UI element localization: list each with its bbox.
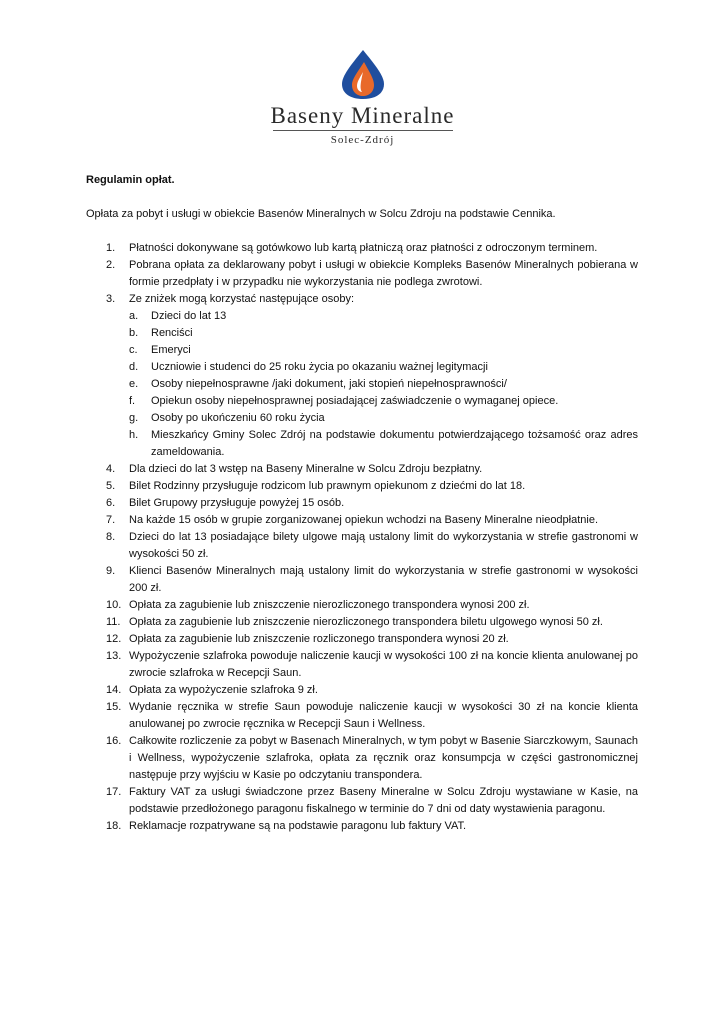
sub-item-text: Emeryci [151,344,191,356]
item-number: 7. [106,514,116,526]
list-item [86,240,638,257]
logo [0,48,725,147]
list-item [86,614,638,631]
list-item [86,597,638,614]
item-text: Płatności dokonywane są gotówkowo lub kartą płatniczą oraz płatności z odroczonym terminem. [129,242,598,254]
item-number: 5. [106,480,116,492]
sub-item-letter: h. [129,429,139,441]
sub-list-item [129,410,638,427]
item-text: Pobrana opłata za deklarowany pobyt i usługi w obiekcie Kompleks Basenów Mineralnych pobierana w formie przedpłaty i w przypadku nie wykorzystania nie podlega zwrotowi. [129,259,638,288]
brand-name: Baseny Mineralne [270,103,455,128]
item-text: Opłata za zagubienie lub zniszczenie nierozliczonego transpondera biletu ulgowego wynosi 50 zł. [129,616,603,628]
list-item [86,257,638,291]
sub-item-letter: c. [129,344,138,356]
water-drop-icon [338,48,388,100]
fee-rules-list [86,240,638,835]
item-number: 8. [106,531,116,543]
sub-item-text: Osoby po ukończeniu 60 roku życia [151,412,325,424]
list-item [86,699,638,733]
sub-item-letter: b. [129,327,139,339]
item-number: 2. [106,259,116,271]
list-item [86,682,638,699]
item-text: Opłata za zagubienie lub zniszczenie nierozliczonego transpondera wynosi 200 zł. [129,599,530,611]
item-number: 10. [106,599,122,611]
sub-list-item [129,427,638,461]
discount-groups-list [129,308,638,461]
item-number: 18. [106,820,122,832]
item-number: 9. [106,565,116,577]
item-number: 4. [106,463,116,475]
item-text: Opłata za zagubienie lub zniszczenie rozliczonego transpondera wynosi 20 zł. [129,633,509,645]
list-item [86,631,638,648]
sub-item-text: Uczniowie i studenci do 25 roku życia po okazaniu ważnej legitymacji [151,361,488,373]
sub-item-letter: g. [129,412,139,424]
sub-item-letter: a. [129,310,139,322]
list-item [86,495,638,512]
list-item [86,529,638,563]
sub-item-letter: d. [129,361,139,373]
item-text: Na każde 15 osób w grupie zorganizowanej opiekun wchodzi na Baseny Mineralne nieodpłatnie. [129,514,599,526]
document-body [86,172,638,835]
sub-item-letter: e. [129,378,139,390]
list-item [86,478,638,495]
sub-item-text: Osoby niepełnosprawne /jaki dokument, jaki stopień niepełnosprawności/ [151,378,507,390]
item-text: Dla dzieci do lat 3 wstęp na Baseny Mineralne w Solcu Zdroju bezpłatny. [129,463,483,475]
item-number: 13. [106,650,122,662]
sub-list-item [129,325,638,342]
sub-item-text: Opiekun osoby niepełnosprawnej posiadającej zaświadczenie o wymaganej opiece. [151,395,559,407]
sub-list-item [129,308,638,325]
intro-paragraph: Opłata za pobyt i usługi w obiekcie Basenów Mineralnych w Solcu Zdroju na podstawie Cennika. [86,208,556,220]
sub-item-letter: f. [129,395,136,407]
list-item [86,512,638,529]
list-item [86,461,638,478]
item-text: Opłata za wypożyczenie szlafroka 9 zł. [129,684,318,696]
sub-item-text: Renciści [151,327,193,339]
list-item [86,563,638,597]
item-number: 3. [106,293,116,305]
sub-item-text: Dzieci do lat 13 [151,310,227,322]
sub-list-item [129,376,638,393]
item-text: Wypożyczenie szlafroka powoduje naliczenie kaucji w wysokości 100 zł na koncie klienta anulowanej po zwrocie szlafroka w Recepcji Saun. [129,650,638,679]
page-title: Regulamin opłat. [86,174,175,186]
item-number: 14. [106,684,122,696]
item-text: Dzieci do lat 13 posiadające bilety ulgowe mają ustalony limit do wykorzystania w strefie gastronomi w wysokości 50 zł. [129,531,638,560]
item-number: 17. [106,786,122,798]
item-text: Ze zniżek mogą korzystać następujące osoby: [129,293,355,305]
item-number: 1. [106,242,116,254]
brand-divider [273,130,453,131]
brand-subtitle: Solec-Zdrój [330,134,395,146]
list-item [86,784,638,818]
item-text: Faktury VAT za usługi świadczone przez Baseny Mineralne w Solcu Zdroju wystawiane w Kasie, na podstawie przedłożonego paragonu fiskalnego w terminie do 7 dni od daty wystawienia paragonu. [129,786,638,815]
item-text: Reklamacje rozpatrywane są na podstawie paragonu lub faktury VAT. [129,820,467,832]
sub-list-item [129,359,638,376]
item-text: Całkowite rozliczenie za pobyt w Basenach Mineralnych, w tym pobyt w Basenie Siarczkowym, Saunach i Wellness, wypożyczenie szlafroka, opłata za ręcznik oraz konsumpcja w części gastronomicznej następuje przy wyjściu w Kasie po odczytaniu transpondera. [129,735,638,781]
item-number: 12. [106,633,122,645]
list-item [86,648,638,682]
sub-item-text: Mieszkańcy Gminy Solec Zdrój na podstawie dokumentu potwierdzającego tożsamość oraz adres zameldowania. [151,429,638,458]
sub-list-item [129,342,638,359]
item-number: 15. [106,701,122,713]
item-text: Bilet Rodzinny przysługuje rodzicom lub prawnym opiekunom z dziećmi do lat 18. [129,480,526,492]
item-number: 6. [106,497,116,509]
item-number: 11. [106,616,121,628]
item-text: Klienci Basenów Mineralnych mają ustalony limit do wykorzystania w strefie gastronomi w wysokości 200 zł. [129,565,638,594]
item-number: 16. [106,735,122,747]
item-text: Wydanie ręcznika w strefie Saun powoduje naliczenie kaucji w wysokości 30 zł na koncie klienta anulowanej po zwrocie ręcznika w Recepcji Saun i Wellness. [129,701,638,730]
list-item [86,733,638,784]
item-text: Bilet Grupowy przysługuje powyżej 15 osób. [129,497,345,509]
sub-list-item [129,393,638,410]
list-item [86,291,638,461]
list-item [86,818,638,835]
